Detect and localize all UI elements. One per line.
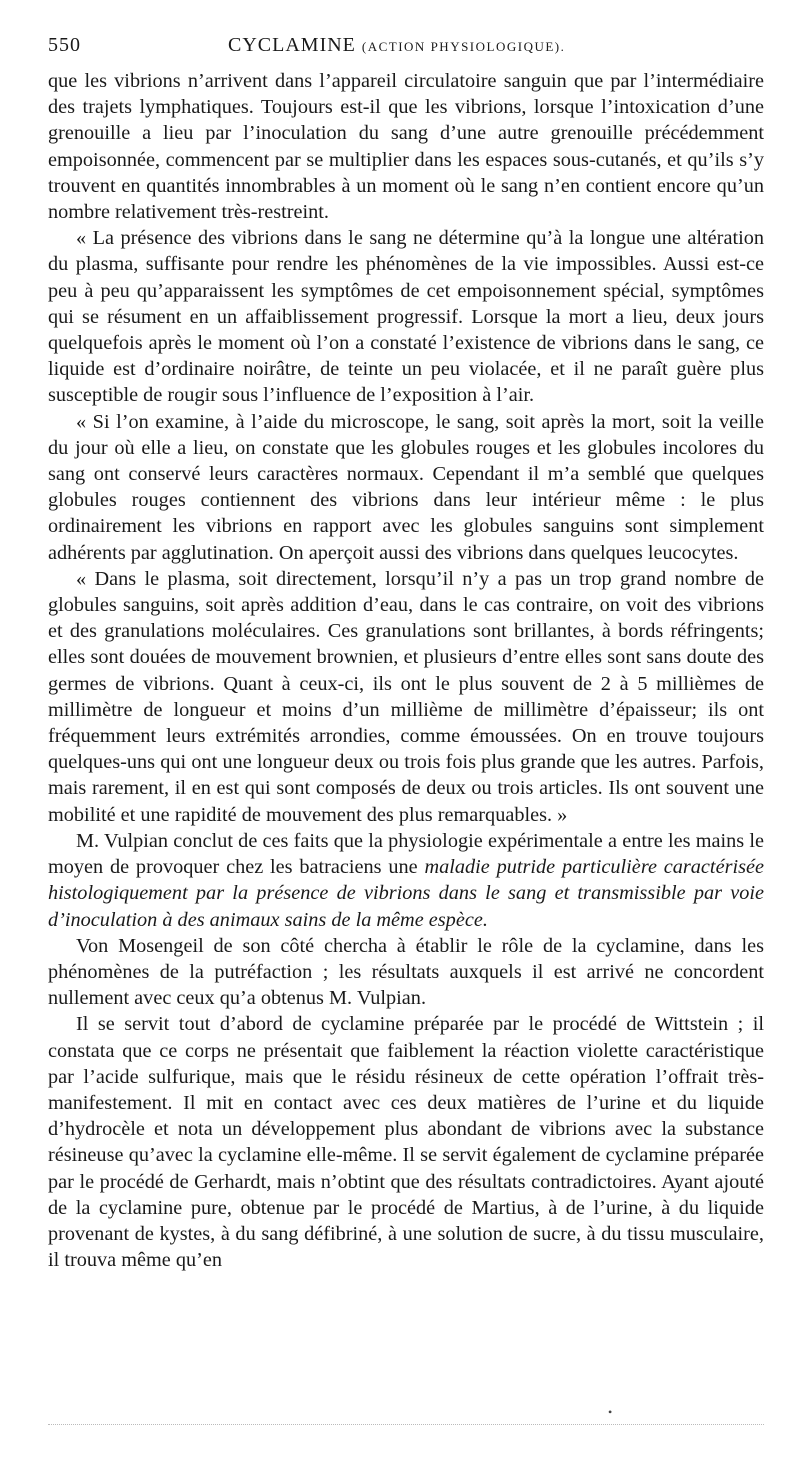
running-head (48, 28, 764, 68)
running-title (228, 34, 565, 57)
paragraph-2: « La présence des vibrions dans le sang ne détermine qu’à la longue une altération du plasma, suffisante pour rendre les phénomènes de la vie impossibles. Aussi est-ce peu à peu qu’apparaissent les symptômes de cet empoisonnement spécial, symptômes qui se résument en un affaiblissement progressif. Lorsque la mort a lieu, deux jours quelquefois après le moment où l’on a constaté l’existence de vibrions dans le sang, ce liquide est d’ordinaire noirâtre, de teinte un peu violacée, et il ne paraît guère plus susceptible de rougir sous l’influence de l’exposition à l’air. (48, 227, 764, 407)
paragraph-7: Il se servit tout d’abord de cyclamine préparée par le procédé de Wittstein ; il constata que ce corps ne présentait que faiblement la réaction violette caractéristique par l’acide sulfurique, mais que le résidu résineux de cette opération l’offrait très-manifestement. Il mit en contact avec ces deux matières de l’urine et du liquide d’hydrocèle et nota un développement plus abondant de vibrions avec la substance résineuse qu’avec la cyclamine elle-même. Il se servit également de cyclamine préparée par le procédé de Gerhardt, mais n’obtint que des résultats contradictoires. Ayant ajouté de la cyclamine pure, obtenue par le procédé de Martius, à de l’urine, à du liquide provenant de kystes, à du sang défibriné, à une solution de sucre, à du tissu musculaire, il trouva même qu’en (48, 1013, 764, 1272)
paragraph-1: que les vibrions n’arrivent dans l’appareil circulatoire sanguin que par l’intermédiaire des trajets lymphatiques. Toujours est-il que les vibrions, lorsque l’intoxication d’une grenouille a lieu par l’inoculation du sang d’une autre grenouille précédemment empoisonnée, commencent par se multiplier dans les espaces sous-cutanés, et qu’ils s’y trouvent en quantités innombrables à un moment où le sang n’en contient encore qu’un nombre relativement très-restreint. (48, 70, 764, 224)
paragraph-5 (48, 828, 764, 933)
paragraph-6: Von Mosengeil de son côté chercha à établir le rôle de la cyclamine, dans les phénomènes de la putréfaction ; les résultats auxquels il est arrivé ne concordent nullement avec ceux qu’a obtenus M. Vulpian. (48, 934, 764, 1010)
paragraph-5-text: M. Vulpian conclut de ces faits que la physiologie expérimentale a entre les mains le moyen de provoquer chez les batraciens une (48, 829, 764, 879)
paragraph-4: « Dans le plasma, soit directement, lorsqu’il n’y a pas un trop grand nombre de globules sanguins, soit après addition d’eau, dans le cas contraire, on voit des vibrions et des granulations moléculaires. Ces granulations sont brillantes, à bords réfringents; elles sont douées de mouvement brownien, et plusieurs d’entre elles sont sans doute des germes de vibrions. Quant à ceux-ci, ils ont le plus souvent de 2 à 5 millièmes de millimètre de longueur et moins d’un millième de millimètre d’épaisseur; ils ont fréquemment leurs extrémités arrondies, comme émoussées. On en trouve toujours quelques-uns qui ont une longueur deux ou trois fois plus grande que les autres. Parfois, mais rarement, il en est qui sont composés de deux ou trois articles. Ils ont souvent une mobilité et une rapidité de mouvement des plus remarquables. » (48, 567, 764, 826)
body-text (48, 68, 764, 1273)
paragraph-5-italic: maladie putride particulière caractérisée histologiquement par la présence de vibrions dans le sang et transmissible par voie d’inoculation à des animaux sains de la même espèce. (48, 856, 764, 931)
ink-speck-icon: • (608, 1405, 613, 1419)
running-title-main: CYCLAMINE (228, 34, 356, 56)
page-number: 550 (48, 34, 81, 56)
running-title-sub: (ACTION PHYSIOLOGIQUE). (361, 39, 566, 54)
paragraph-3: « Si l’on examine, à l’aide du microscope, le sang, soit après la mort, soit la veille du jour où elle a lieu, on constate que les globules rouges et les globules incolores du sang ont conservé leurs caractères normaux. Cependant il m’a semblé que quelques globules rouges contiennent des vibrions dans leur intérieur même : le plus ordinairement les vibrions en rapport avec les globules sanguins sont simplement adhérents par agglutination. On aperçoit aussi des vibrions dans quelques leucocytes. (48, 410, 764, 564)
page-bottom-edge (48, 1424, 764, 1425)
